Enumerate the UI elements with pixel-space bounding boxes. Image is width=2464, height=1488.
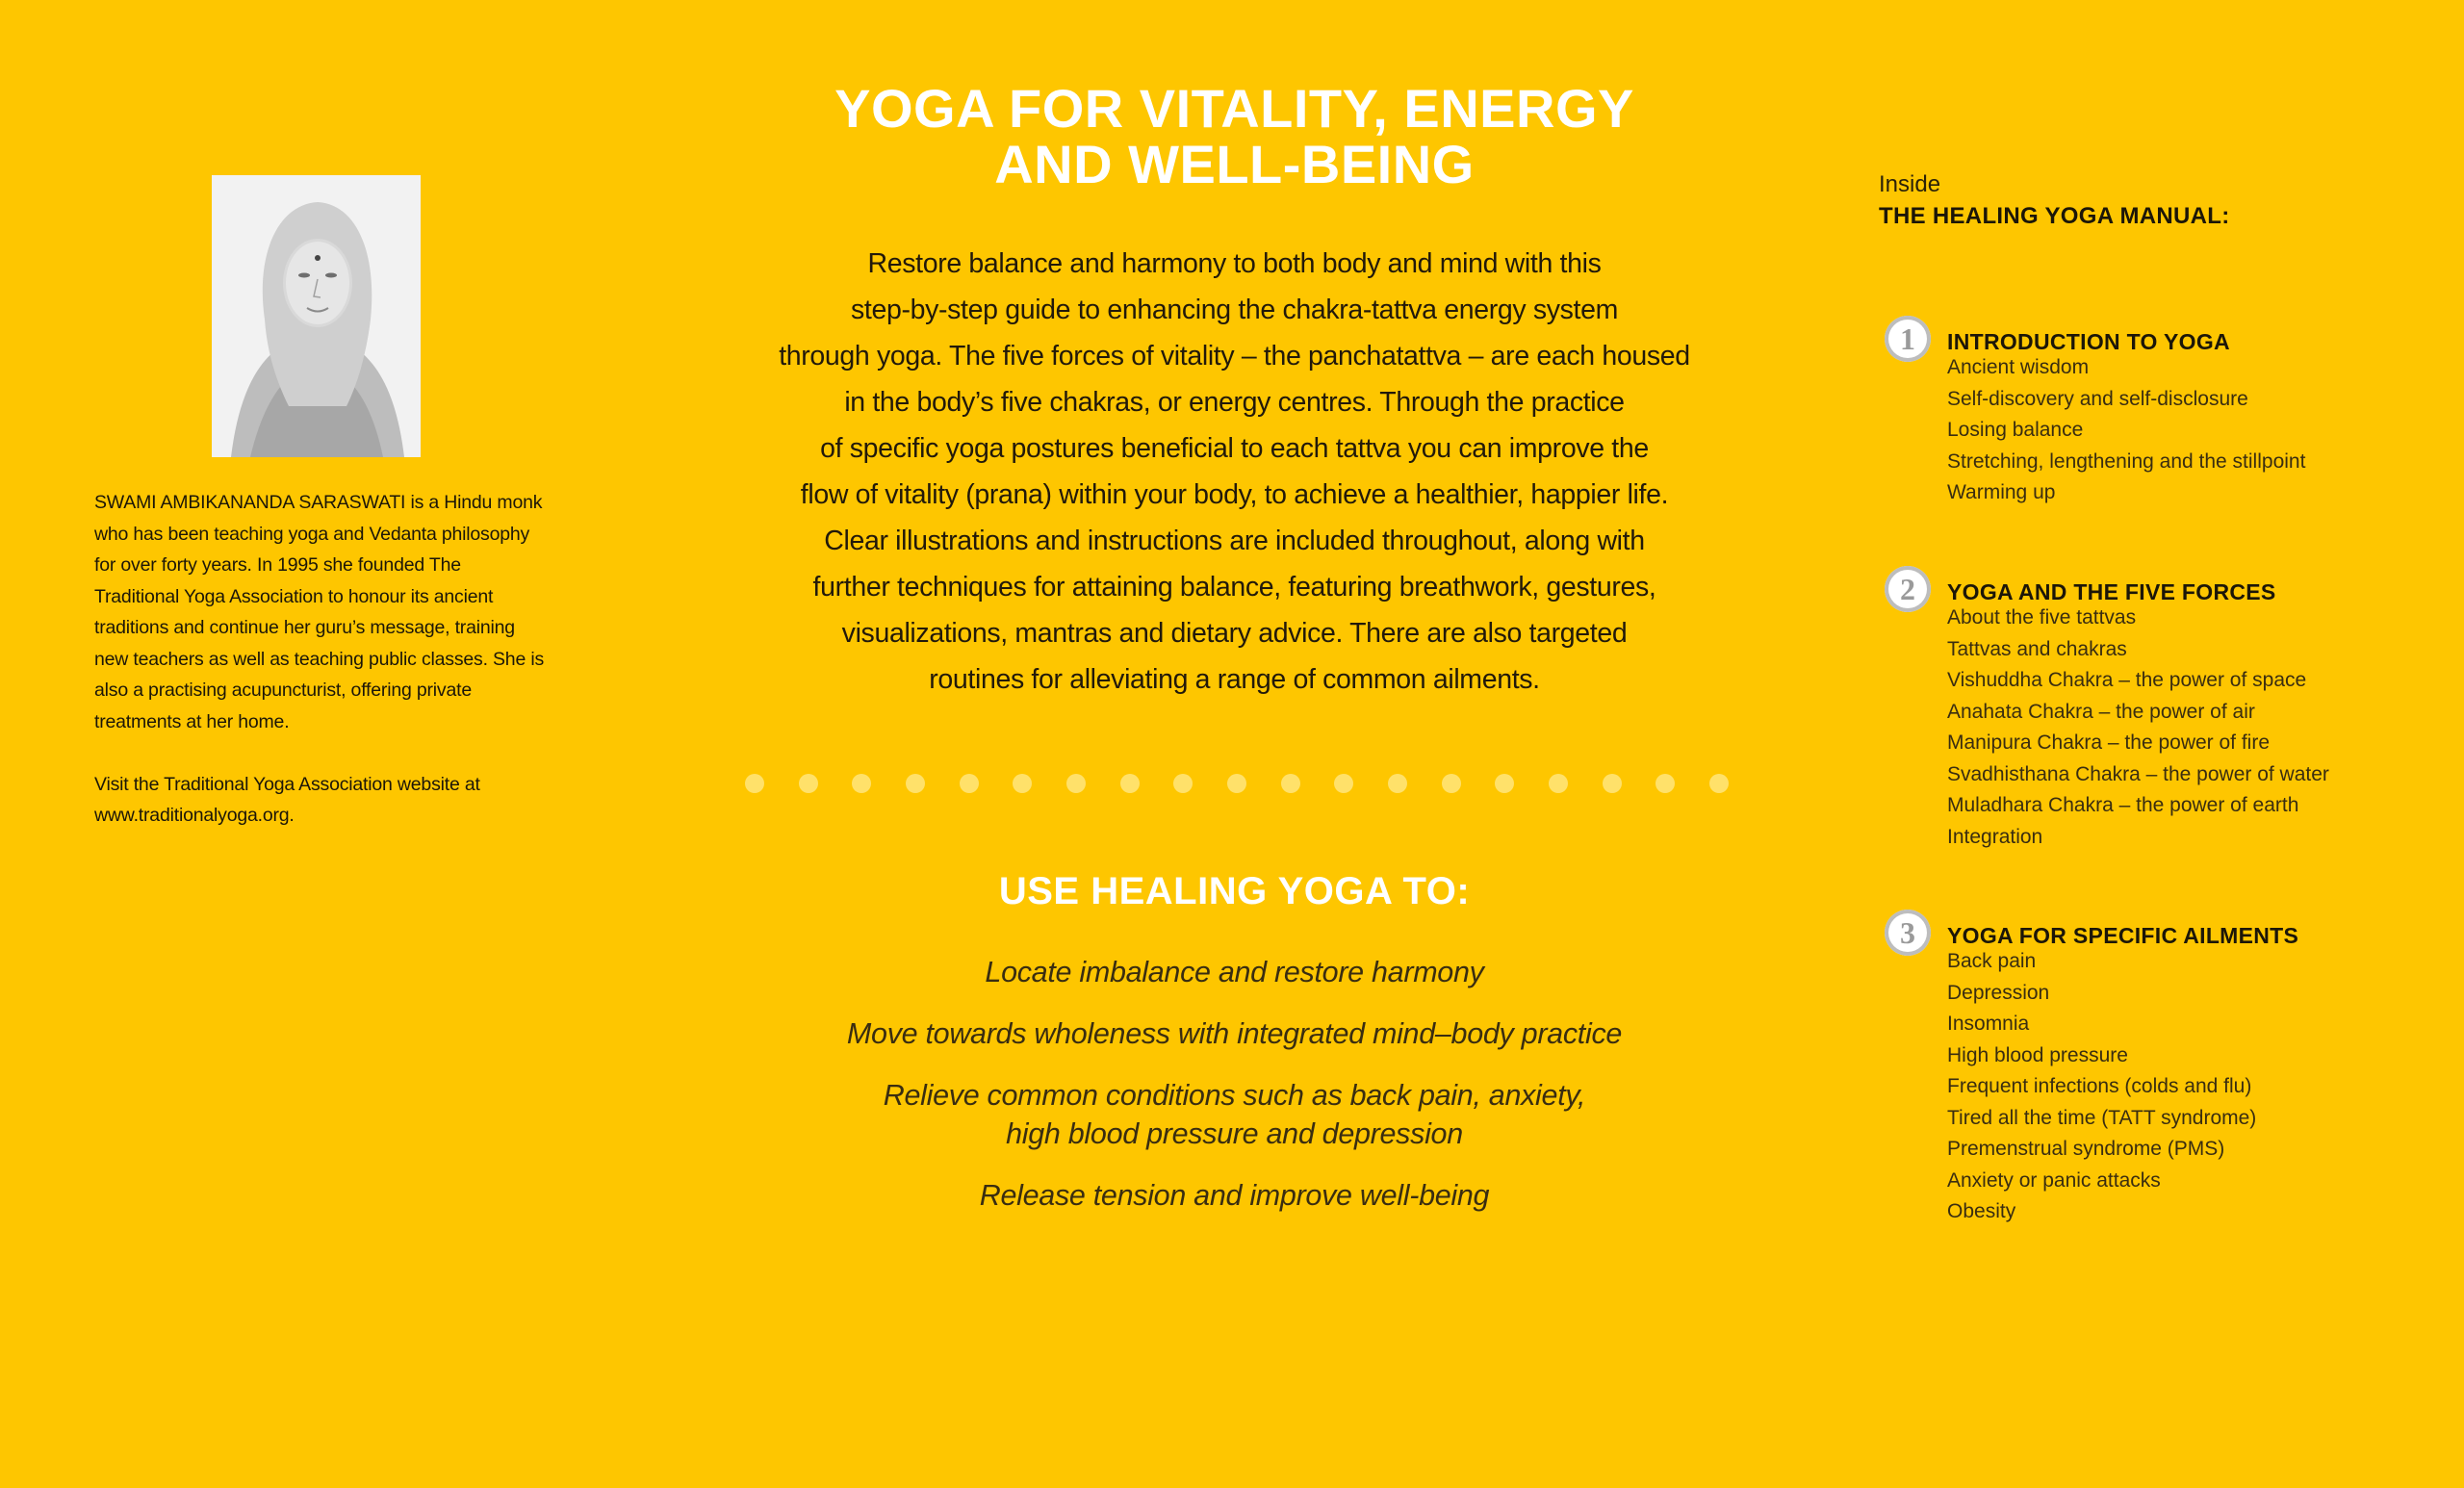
intro-line: flow of vitality (prana) within your body, to achieve a healthier, happier life.: [800, 479, 1669, 510]
contents-section-3: [1885, 911, 2443, 1228]
contents-section-1: [1885, 318, 2443, 509]
intro-blurb: [741, 241, 1728, 703]
contents-item: Manipura Chakra – the power of fire: [1947, 731, 2271, 754]
section-number-badge: 3: [1885, 910, 1931, 956]
contents-item: Integration: [1947, 825, 2043, 848]
page-title-line: AND WELL-BEING: [994, 134, 1475, 194]
page-title-line: YOGA FOR VITALITY, ENERGY: [834, 78, 1634, 139]
uses-heading: USE HEALING YOGA TO:: [998, 870, 1471, 912]
author-bio-paragraph: SWAMI AMBIKANANDA SARASWATI is a Hindu monk who has been teaching yoga and Vedanta philosophy for over forty years. In 1995 she founded The Traditional Yoga Association to honour its ancient traditions and continue her guru’s message, training new teachers as well as teaching public classes. She is also a practising acupuncturist, offering private treatments at her home.: [94, 492, 544, 732]
contents-item: Frequent infections (colds and flu): [1947, 1075, 2252, 1097]
uses-item-text: high blood pressure and depression: [1006, 1117, 1463, 1150]
divider-dot: [1066, 774, 1086, 793]
contents-item: Depression: [1947, 981, 2050, 1004]
section-number-badge: 2: [1885, 566, 1931, 612]
contents-item: Warming up: [1947, 481, 2056, 503]
contents-item: About the five tattvas: [1947, 606, 2137, 629]
contents-item: High blood pressure: [1947, 1043, 2128, 1066]
dotted-divider: [745, 774, 1729, 795]
uses-item: [732, 1014, 1737, 1053]
uses-item-text: Release tension and improve well-being: [979, 1179, 1490, 1212]
uses-item: [732, 1076, 1737, 1153]
divider-dot: [1013, 774, 1032, 793]
divider-dot: [960, 774, 979, 793]
contents-item: Svadhisthana Chakra – the power of water: [1947, 762, 2329, 785]
intro-line: step-by-step guide to enhancing the chakra-tattva energy system: [851, 295, 1618, 325]
contents-item: Self-discovery and self-disclosure: [1947, 387, 2248, 410]
section-title: YOGA FOR SPECIFIC AILMENTS: [1947, 923, 2299, 948]
intro-line: visualizations, mantras and dietary advice. There are also targeted: [841, 618, 1628, 649]
contents-item: Obesity: [1947, 1200, 2016, 1222]
divider-dot: [1388, 774, 1407, 793]
divider-dot: [852, 774, 871, 793]
uses-list: [732, 953, 1737, 1238]
uses-item: [732, 953, 1737, 991]
section-header: [1885, 911, 2443, 950]
contents-item: Vishuddha Chakra – the power of space: [1947, 669, 2307, 691]
contents-item: Back pain: [1947, 950, 2037, 972]
manual-title: THE HEALING YOGA MANUAL:: [1879, 203, 2230, 229]
intro-line: Clear illustrations and instructions are included throughout, along with: [824, 526, 1645, 556]
divider-dot: [906, 774, 925, 793]
contents-item: Insomnia: [1947, 1013, 2030, 1035]
divider-dot: [1120, 774, 1140, 793]
author-portrait-illustration: [212, 175, 421, 457]
intro-line: routines for alleviating a range of common ailments.: [929, 664, 1540, 695]
uses-item-text: Move towards wholeness with integrated mind–body practice: [846, 1017, 1623, 1050]
divider-dot: [799, 774, 818, 793]
divider-dot: [1173, 774, 1193, 793]
intro-line: in the body’s five chakras, or energy centres. Through the practice: [844, 387, 1625, 418]
author-photo: [212, 175, 421, 457]
divider-dot: [1227, 774, 1246, 793]
author-website-note: Visit the Traditional Yoga Association website at www.traditionalyoga.org.: [94, 773, 480, 826]
contents-item: Tired all the time (TATT syndrome): [1947, 1106, 2257, 1129]
uses-item-text: Locate imbalance and restore harmony: [985, 956, 1484, 988]
section-items: [1885, 603, 2443, 853]
section-items: [1885, 946, 2443, 1228]
section-number-badge: 1: [1885, 316, 1931, 362]
section-title: YOGA AND THE FIVE FORCES: [1947, 579, 2276, 604]
divider-dot: [1549, 774, 1568, 793]
intro-line: of specific yoga postures beneficial to each tattva you can improve the: [820, 433, 1649, 464]
divider-dot: [1442, 774, 1461, 793]
contents-item: Anahata Chakra – the power of air: [1947, 700, 2255, 723]
contents-item: Muladhara Chakra – the power of earth: [1947, 794, 2299, 816]
intro-line: Restore balance and harmony to both body and mind with this: [867, 248, 1602, 279]
section-header: [1885, 318, 2443, 356]
inside-label: Inside: [1879, 171, 1941, 197]
uses-item: [732, 1176, 1737, 1215]
divider-dot: [1656, 774, 1675, 793]
author-bio: [94, 487, 547, 832]
page-title: [674, 78, 1795, 194]
section-header: [1885, 568, 2443, 606]
contents-item: Ancient wisdom: [1947, 356, 2090, 378]
section-title: INTRODUCTION TO YOGA: [1947, 329, 2230, 354]
divider-dot: [1334, 774, 1353, 793]
contents-section-2: [1885, 568, 2443, 853]
divider-dot: [1495, 774, 1514, 793]
contents-item: Anxiety or panic attacks: [1947, 1168, 2161, 1192]
contents-item: Tattvas and chakras: [1947, 637, 2127, 660]
divider-dot: [1603, 774, 1622, 793]
contents-item: Premenstrual syndrome (PMS): [1947, 1138, 2225, 1160]
section-items: [1885, 352, 2443, 509]
contents-item: Stretching, lengthening and the stillpoint: [1947, 449, 2306, 473]
intro-line: further techniques for attaining balance, featuring breathwork, gestures,: [812, 572, 1656, 603]
contents-item: Losing balance: [1947, 419, 2084, 441]
intro-line: through yoga. The five forces of vitality – the panchatattva – are each housed: [779, 341, 1690, 372]
uses-item-text: Relieve common conditions such as back pain, anxiety,: [883, 1079, 1586, 1112]
divider-dot: [1281, 774, 1300, 793]
divider-dot: [1709, 774, 1729, 793]
divider-dot: [745, 774, 764, 793]
